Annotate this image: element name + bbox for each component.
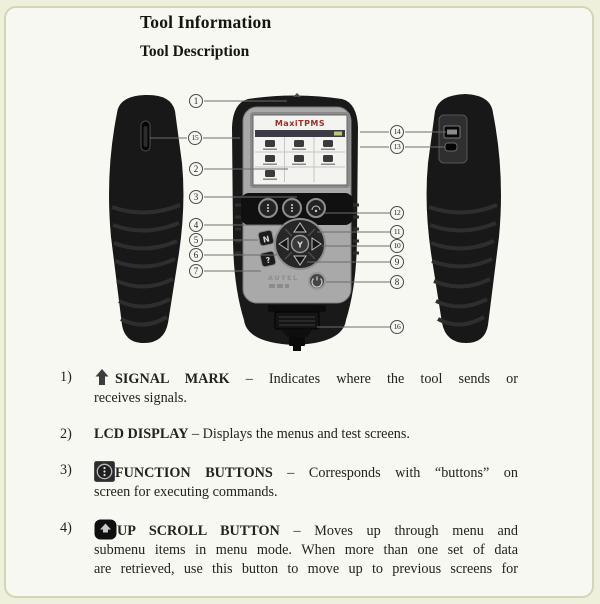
- list-item-line: UP SCROLL BUTTON – Moves up through menu and: [94, 519, 518, 541]
- list-item-2: [60, 425, 518, 444]
- svg-text:N: N: [262, 234, 271, 245]
- callout-6: 6: [189, 248, 203, 262]
- autel-logo: AUTEL: [268, 274, 299, 282]
- callout-7: 7: [189, 264, 203, 278]
- callout-8: 8: [390, 275, 404, 289]
- screen-brand-text: MaxiTPMS: [274, 119, 326, 128]
- up-scroll-icon: [94, 519, 117, 540]
- page-title: Tool Information: [140, 12, 272, 32]
- list-item-3: [60, 461, 518, 502]
- callout-16: 16: [390, 320, 404, 334]
- device-front: [232, 93, 359, 351]
- list-item-line: submenu items in menu mode. When more than one set of data: [94, 542, 518, 558]
- list-item-1: [60, 368, 518, 408]
- list-item-number: 3): [60, 462, 72, 478]
- list-item-4: [60, 519, 518, 579]
- callout-12: 12: [390, 206, 404, 220]
- certification-marks: [269, 284, 289, 288]
- callout-5: 5: [189, 233, 203, 247]
- n-button: [258, 230, 275, 247]
- function-buttons-icon: [94, 461, 115, 482]
- list-item-number: 2): [60, 426, 72, 442]
- callout-2: 2: [189, 162, 203, 176]
- signal-mark-icon: [94, 368, 110, 386]
- left-side-view: [109, 95, 183, 343]
- list-item-line: SIGNAL MARK – Indicates where the tool sends or: [94, 368, 518, 389]
- callout-4: 4: [189, 218, 203, 232]
- power-button: [309, 273, 325, 289]
- description-list: [60, 368, 518, 596]
- right-side-view: [427, 94, 501, 343]
- list-item-line: LCD DISPLAY – Displays the menus and test screens.: [94, 426, 410, 442]
- signal-mark: [293, 93, 301, 97]
- callout-3: 3: [189, 190, 203, 204]
- function-buttons: [259, 199, 325, 217]
- help-button: [260, 251, 277, 268]
- battery-indicator: [334, 132, 342, 136]
- svg-text:Y: Y: [297, 240, 303, 250]
- callout-13: 13: [390, 140, 404, 154]
- tool-illustration: [55, 85, 525, 375]
- list-item-number: 1): [60, 369, 72, 385]
- device-drawing: [55, 85, 525, 375]
- list-item-line: receives signals.: [94, 390, 187, 406]
- section-title: Tool Description: [140, 43, 250, 60]
- list-item-line: are retrieved, use this button to move up to previous screens for: [94, 561, 518, 577]
- list-item-line: FUNCTION BUTTONS – Corresponds with “buttons” on: [94, 461, 518, 483]
- power-port: [445, 143, 457, 151]
- callout-9: 9: [390, 255, 404, 269]
- port-panel: [439, 115, 467, 163]
- obd-connector: [268, 305, 326, 351]
- list-item-number: 4): [60, 520, 72, 536]
- callout-11: 11: [390, 225, 404, 239]
- callout-14: 14: [390, 125, 404, 139]
- list-item-line: screen for executing commands.: [94, 484, 278, 500]
- svg-text:?: ?: [265, 255, 272, 266]
- callout-10: 10: [390, 239, 404, 253]
- callout-1: 1: [189, 94, 203, 108]
- callout-15: 15: [188, 131, 202, 145]
